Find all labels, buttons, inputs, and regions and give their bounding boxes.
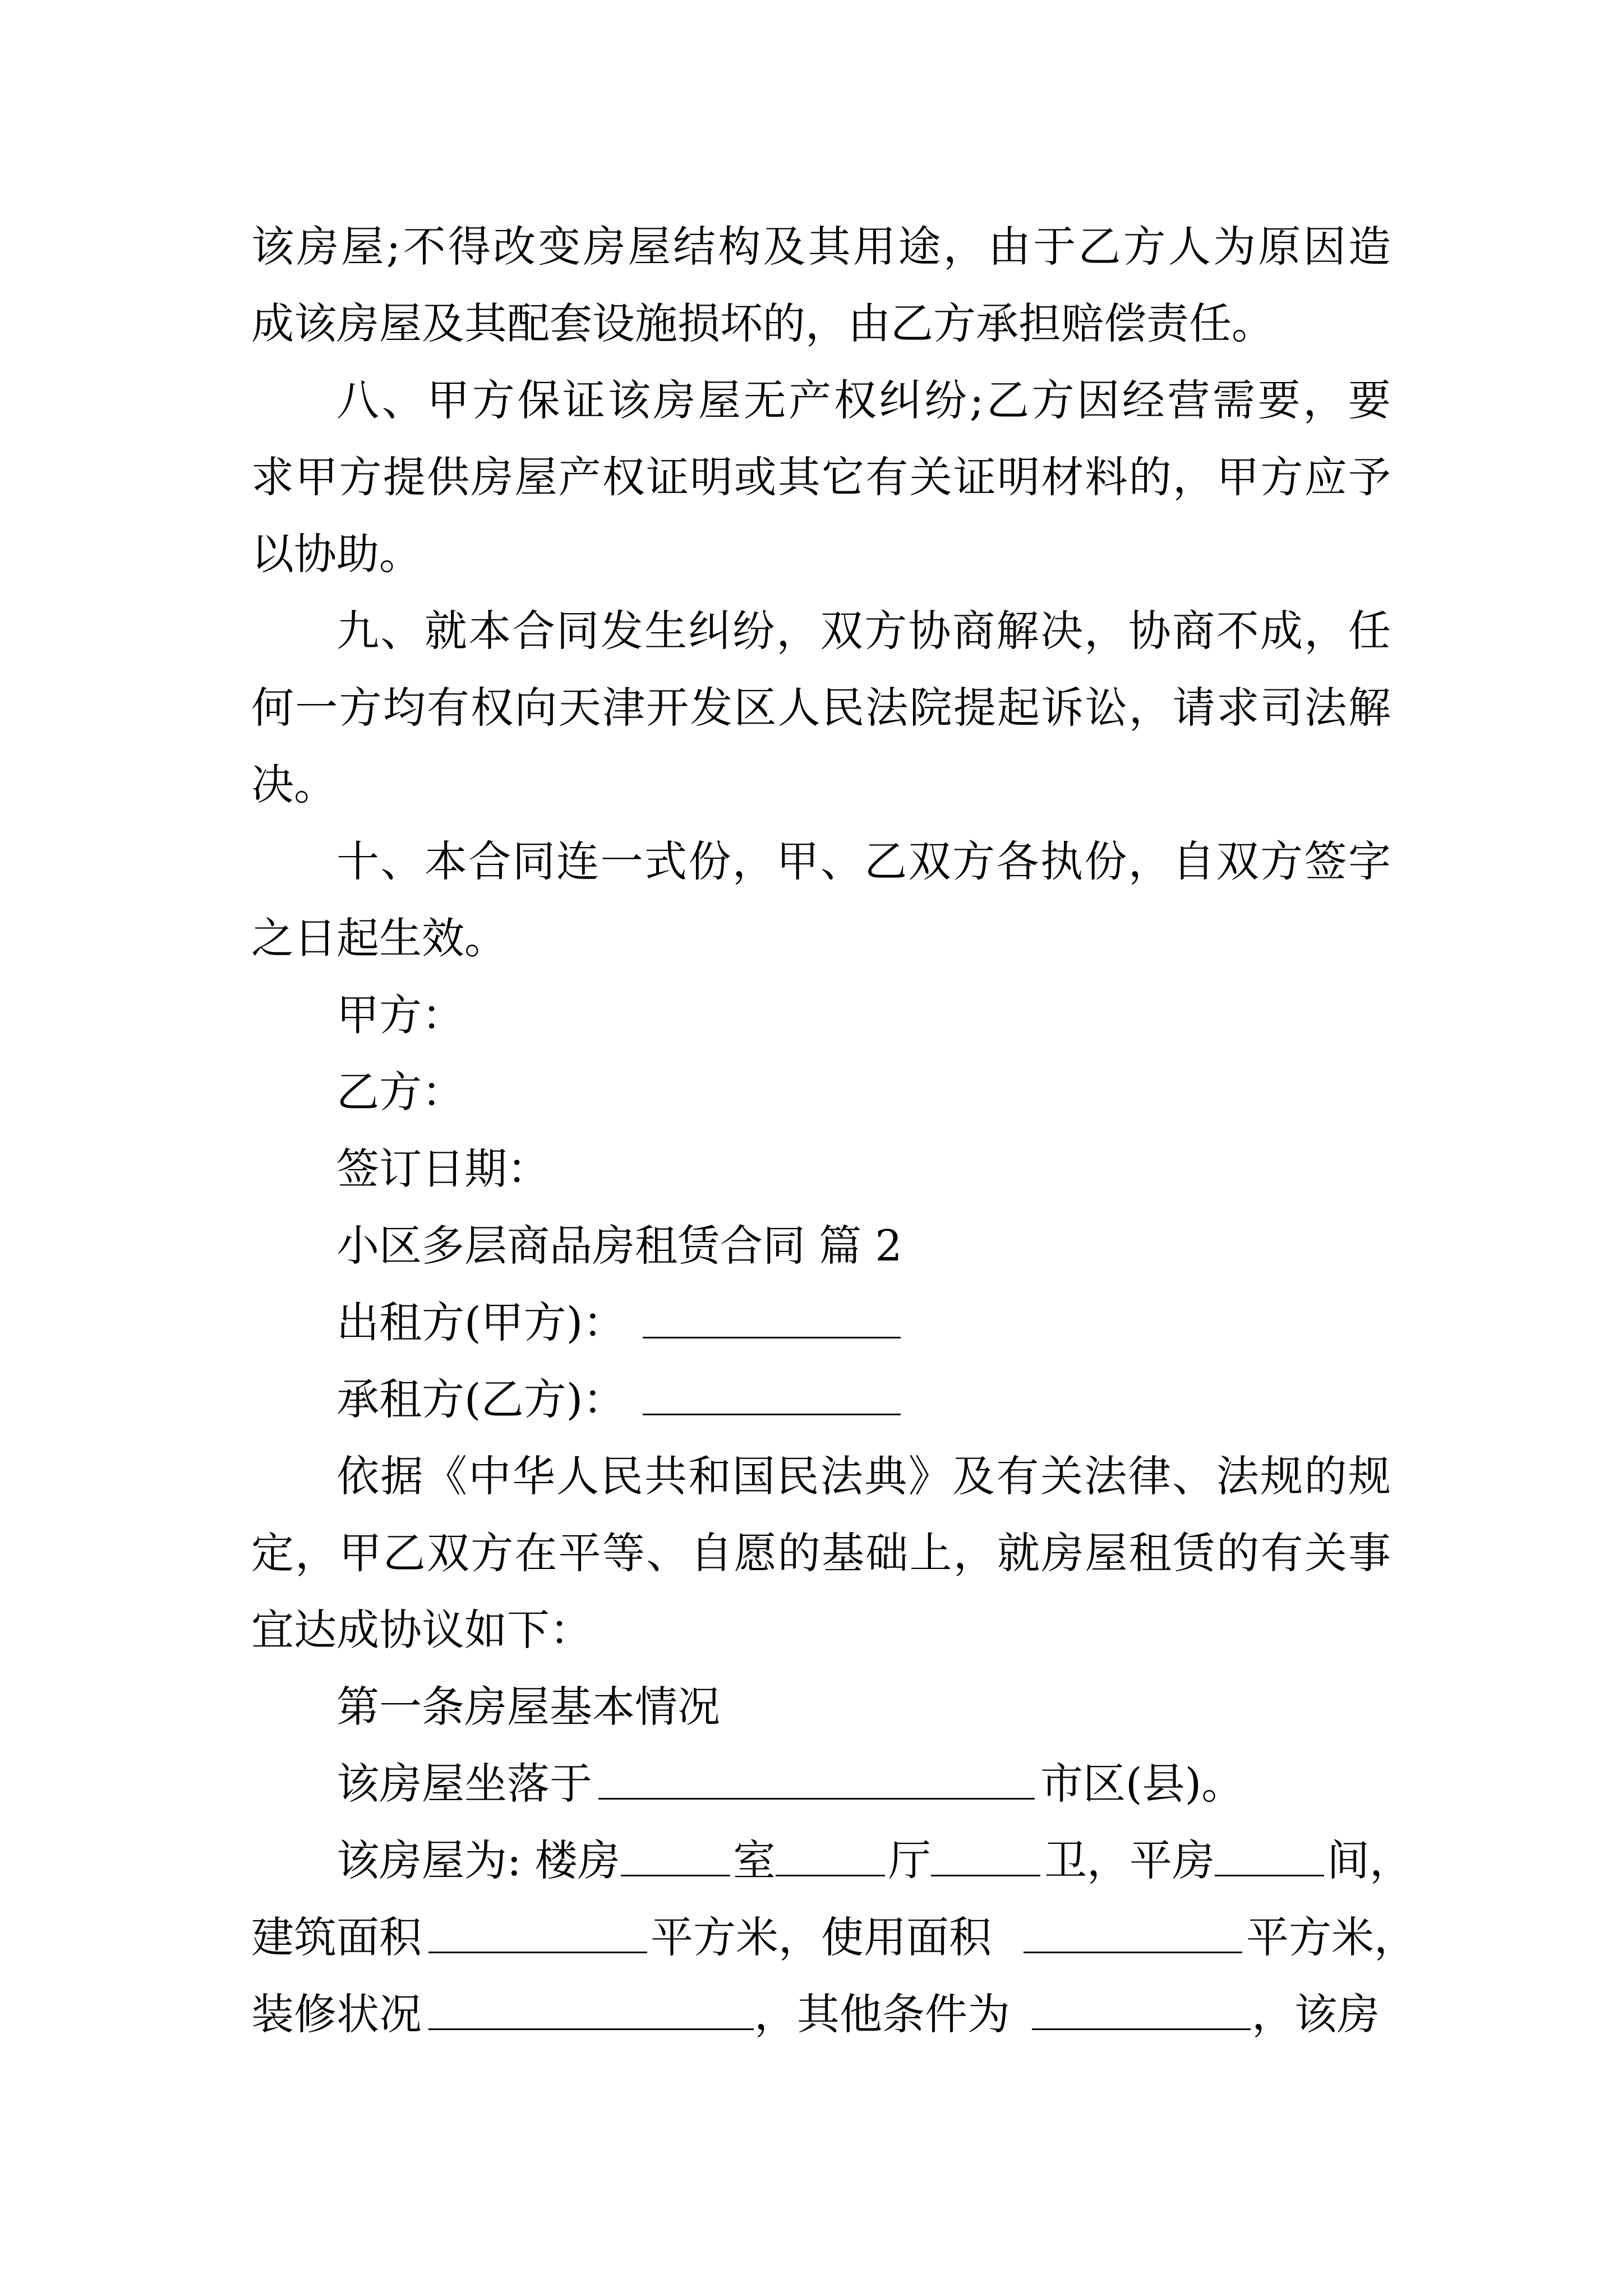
lessee-blank <box>643 1369 901 1415</box>
line-text: 九、就本合同发生纠纷，双方协商解决，协商不成，任 <box>336 606 1391 656</box>
house-type-line <box>0 1830 1623 1892</box>
location-blank <box>598 1753 1035 1800</box>
decoration-blank <box>428 1984 754 2030</box>
signature-party-b <box>0 1061 1623 1123</box>
line-text: 依据《中华人民共和国民法典》及有关法律、法规的规 <box>336 1451 1391 1501</box>
signing-date <box>0 1138 1623 1200</box>
line-text: 承租方(乙方)： <box>336 1374 626 1424</box>
article-1-title <box>0 1676 1623 1738</box>
line-text: 装修状况 <box>251 1989 422 2039</box>
line-text: 八、甲方保证该房屋无产权纠纷;乙方因经营需要，要 <box>336 375 1391 425</box>
line-text: 平方米， <box>1246 1912 1417 1962</box>
line-text: 求甲方提供房屋产权证明或其它有关证明材料的，甲方应予 <box>251 452 1391 502</box>
section-title <box>0 1215 1623 1277</box>
rooms-blank <box>621 1830 730 1876</box>
text-line-5 <box>0 523 1623 585</box>
halls-blank <box>776 1830 885 1876</box>
lessor-line <box>0 1292 1623 1354</box>
line-text: 出租方(甲方)： <box>336 1297 626 1347</box>
line-text: 小区多层商品房租赁合同 篇 2 <box>336 1221 902 1271</box>
text-line-6 <box>0 600 1623 662</box>
building-area-blank <box>428 1907 647 1953</box>
line-text: 市区(县)。 <box>1040 1759 1244 1809</box>
line-text: 卫，平房 <box>1044 1835 1215 1885</box>
text-line-4 <box>0 447 1623 508</box>
text-line-17 <box>0 1446 1623 1507</box>
line-text: 成该房屋及其配套设施损坏的，由乙方承担赔偿责任。 <box>251 298 1274 348</box>
line-text: 建筑面积 <box>251 1912 422 1962</box>
area-line <box>0 1907 1623 1968</box>
line-text: 定，甲乙双方在平等、自愿的基础上，就房屋租赁的有关事 <box>251 1528 1391 1578</box>
baths-blank <box>931 1830 1040 1876</box>
line-text: 以协助。 <box>251 529 422 579</box>
line-text: 宜达成协议如下： <box>251 1605 592 1655</box>
other-conditions-blank <box>1032 1984 1251 2030</box>
signature-party-a <box>0 984 1623 1046</box>
text-line-19 <box>0 1599 1623 1661</box>
text-line-8 <box>0 754 1623 816</box>
line-text: 平方米，使用面积 <box>651 1912 992 1962</box>
line-text: 该房屋为: 楼房 <box>336 1835 620 1885</box>
line-text: 何一方均有权向天津开发区人民法院提起诉讼，请求司法解 <box>251 683 1391 733</box>
location-line <box>0 1753 1623 1815</box>
line-text: 十、本合同连一式份，甲、乙双方各执份，自双方签字 <box>336 836 1391 886</box>
text-line-7 <box>0 677 1623 739</box>
bungalow-rooms-blank <box>1215 1830 1324 1876</box>
line-text: 该房屋坐落于 <box>336 1759 592 1809</box>
line-text: 决。 <box>251 760 336 809</box>
decoration-line <box>0 1984 1623 2045</box>
line-text: 室 <box>733 1835 776 1885</box>
line-text: ，其他条件为 <box>754 1989 1010 2039</box>
line-text: ，该房 <box>1252 1989 1380 2039</box>
line-text: 乙方： <box>336 1067 464 1117</box>
lessee-line <box>0 1369 1623 1430</box>
text-line-3 <box>0 370 1623 431</box>
line-text: 该房屋;不得改变房屋结构及其用途，由于乙方人为原因造 <box>251 222 1391 272</box>
text-line-9 <box>0 831 1623 892</box>
line-text: 甲方： <box>336 990 464 1040</box>
text-line-2 <box>0 293 1623 355</box>
text-line-10 <box>0 908 1623 969</box>
line-text: 签订日期： <box>336 1144 550 1194</box>
line-text: 间， <box>1327 1835 1412 1885</box>
text-line-18 <box>0 1522 1623 1584</box>
lessor-blank <box>643 1292 901 1338</box>
line-text: 第一条房屋基本情况 <box>336 1682 720 1732</box>
line-text: 之日起生效。 <box>251 913 507 963</box>
usable-area-blank <box>1023 1907 1242 1953</box>
line-text: 厅 <box>888 1835 931 1885</box>
text-line-1 <box>0 216 1623 278</box>
